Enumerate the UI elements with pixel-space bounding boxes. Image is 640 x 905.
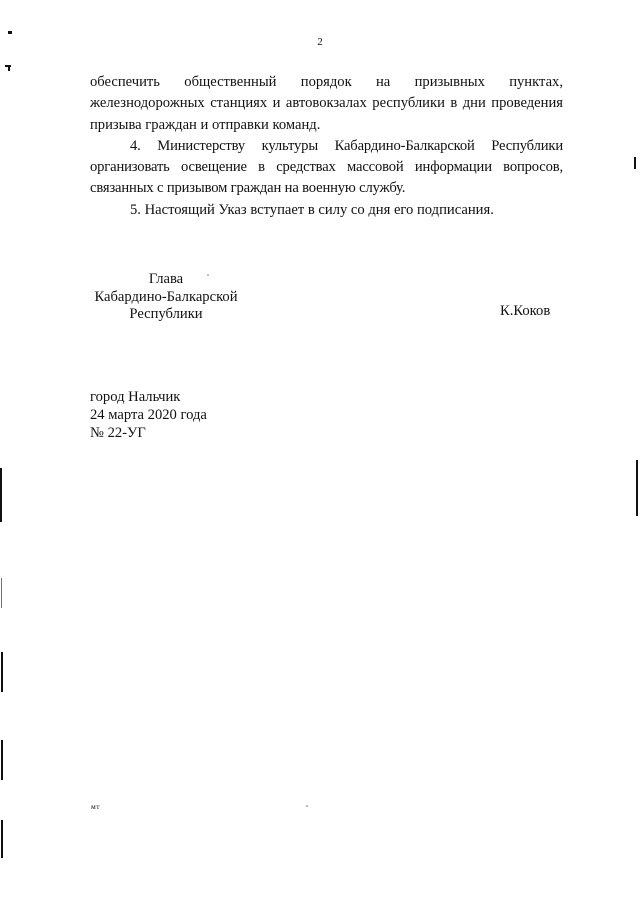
scan-mark-arrow-left-tip: [8, 67, 10, 71]
place-date-block: [90, 388, 207, 442]
scan-line-left-3: [1, 652, 3, 692]
scan-mark-top-left: [8, 31, 12, 34]
city-line: город Нальчик: [90, 389, 181, 405]
decree-number-line: № 22-УГ: [90, 425, 146, 441]
paragraph-continuation: обеспечить общественный порядок на призывных пунктах, железнодорожных станциях и автовокзалах республики в дни проведения призыва граждан и отправки команд.: [90, 74, 563, 133]
scan-speck-2: [306, 805, 308, 807]
scan-line-right-1: [636, 460, 638, 516]
scan-mark-right-top: [634, 157, 636, 169]
executor-initials: мт: [91, 802, 101, 811]
scan-line-left-1: [0, 468, 2, 522]
paragraph-5: 5. Настоящий Указ вступает в силу со дня его подписания.: [130, 201, 494, 218]
signature-title-line1: Глава: [148, 271, 184, 287]
scan-line-left-2: [1, 578, 2, 608]
scan-speck-1: [207, 274, 209, 276]
date-line: 24 марта 2020 года: [90, 407, 207, 423]
signature-title-line3: Республики: [129, 306, 203, 322]
decree-body: [90, 72, 563, 221]
signatory-name: К.Коков: [500, 303, 551, 319]
signature-title: [86, 271, 246, 324]
scan-line-left-4: [1, 740, 3, 780]
scan-line-left-5: [1, 820, 3, 858]
paragraph-4: 4. Министерству культуры Кабардино-Балкарской Республики организовать освещение в средствах массовой информации вопросов, связанных с призывом граждан на военную службу.: [90, 137, 563, 197]
signature-title-line2: Кабардино-Балкарской: [94, 288, 238, 305]
page-number: 2: [317, 36, 323, 48]
